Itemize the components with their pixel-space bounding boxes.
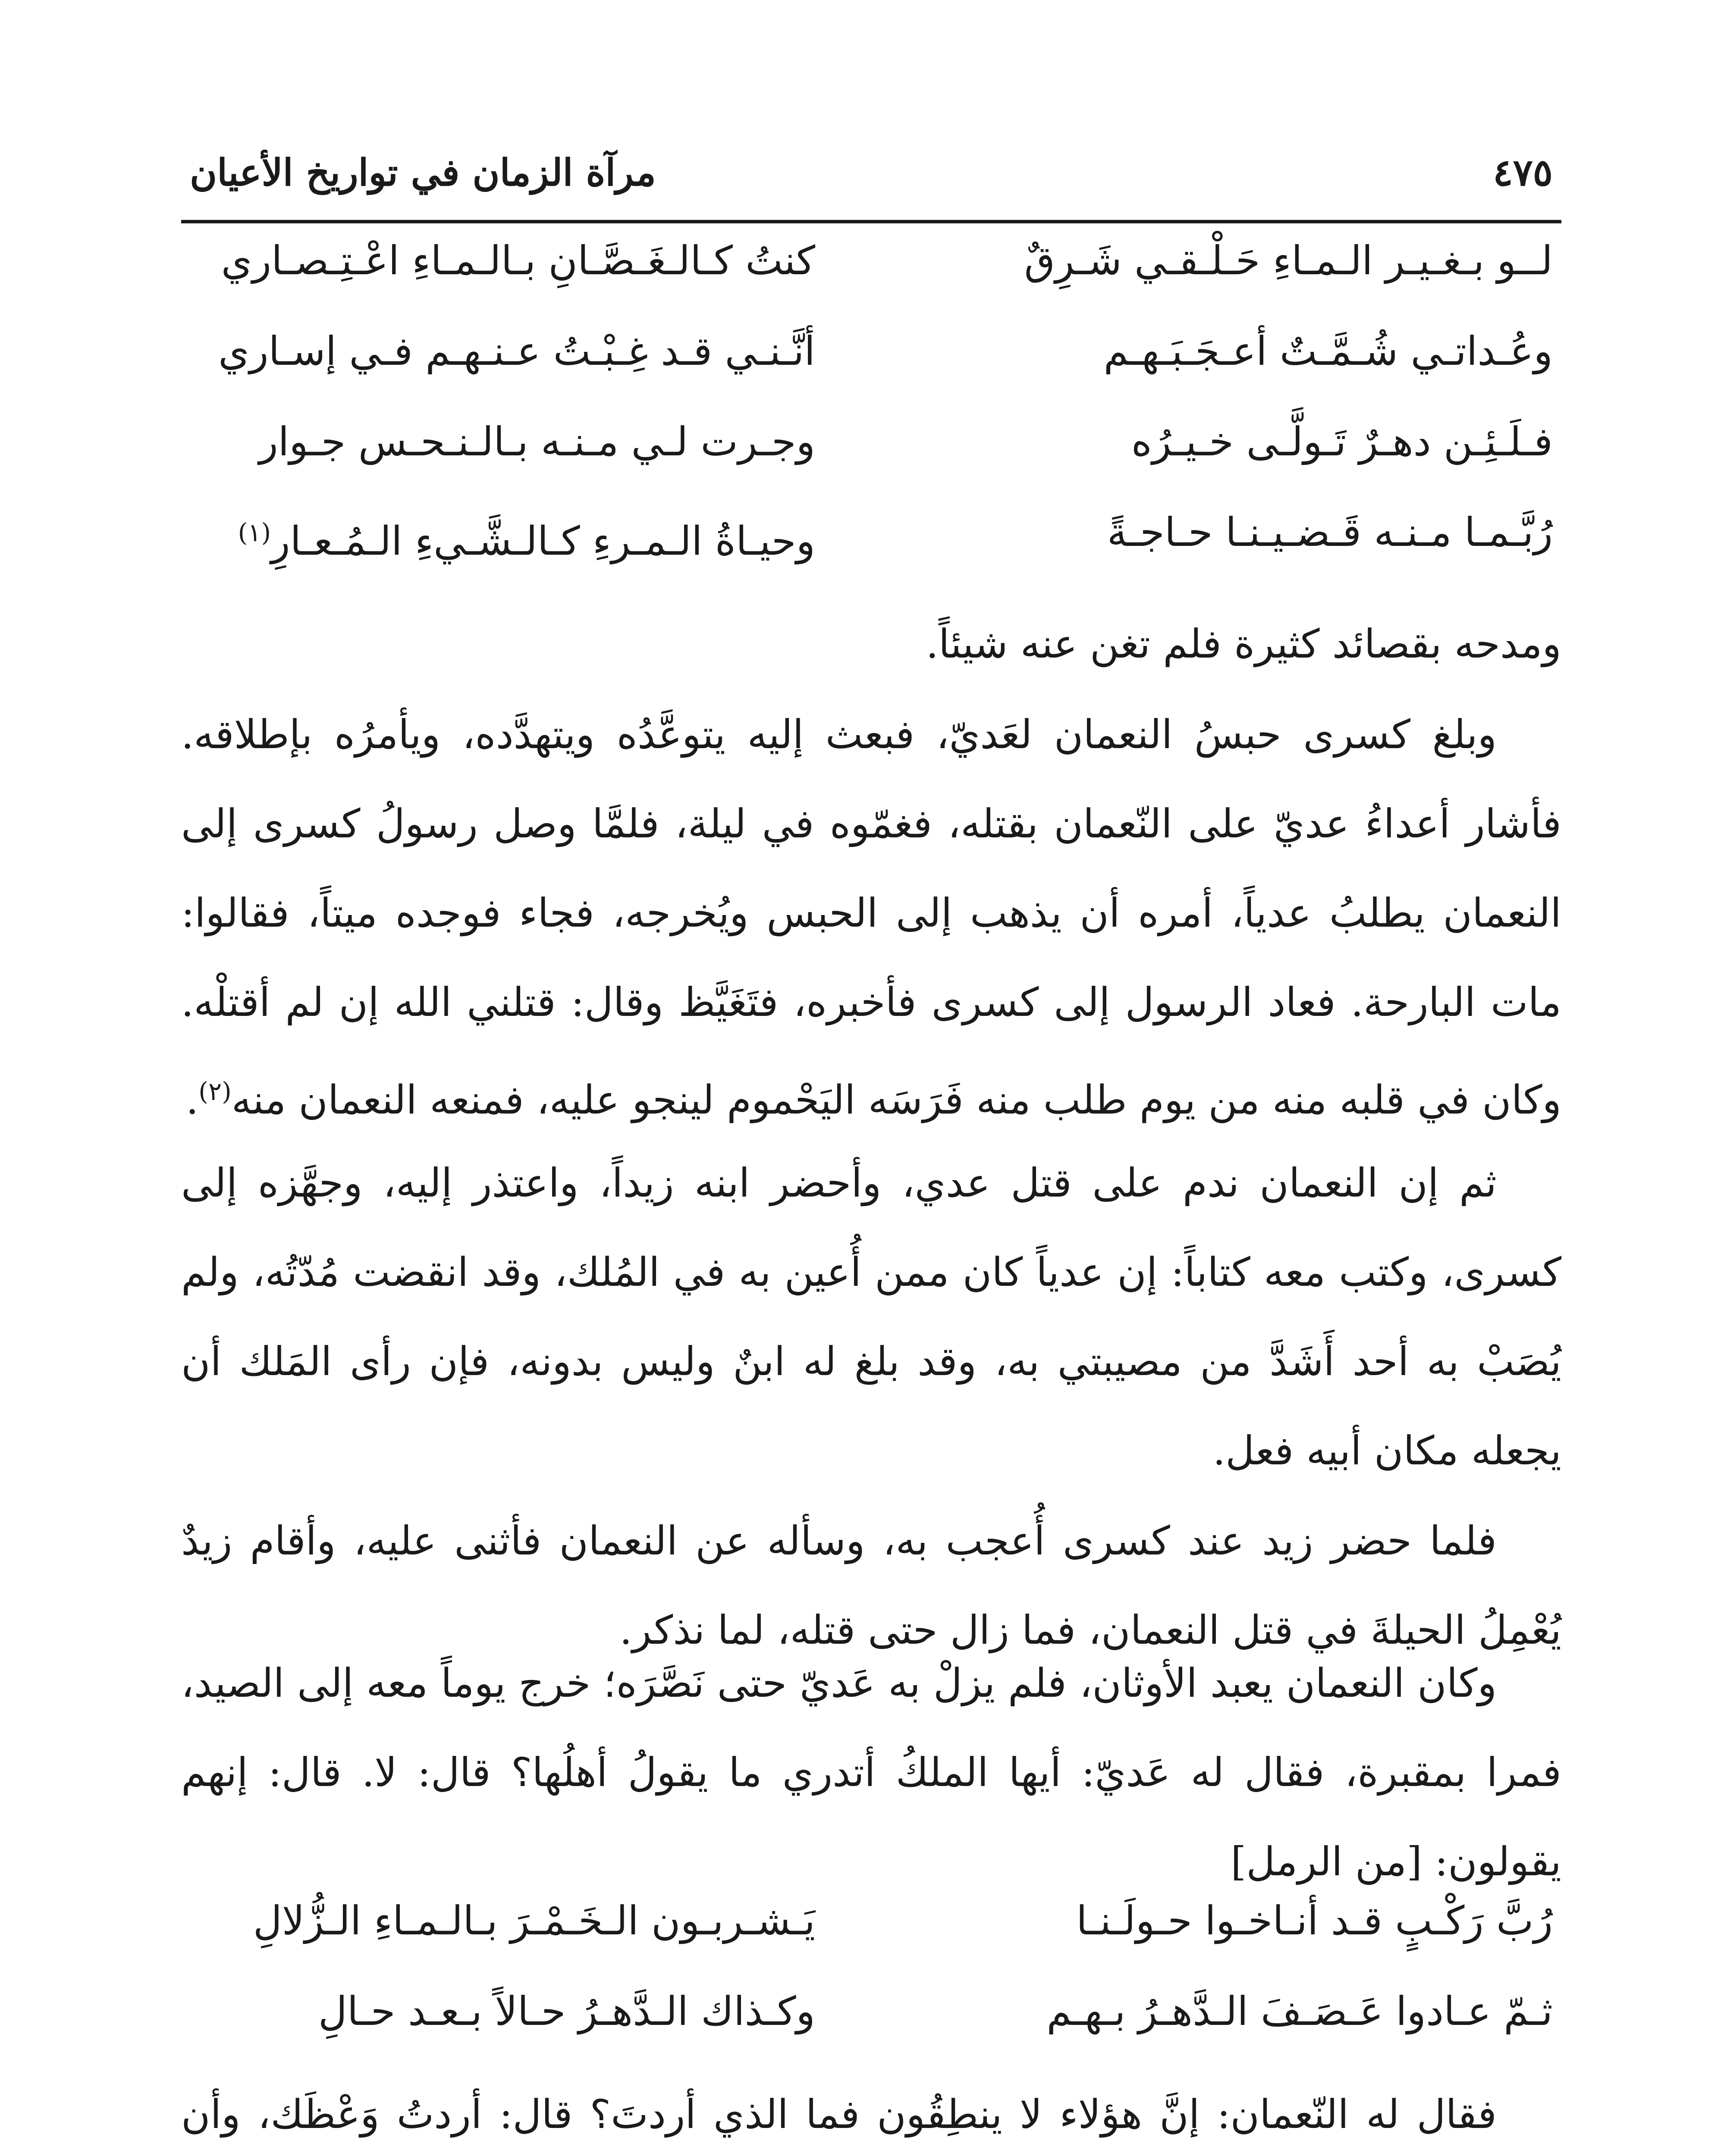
footnote-ref: (٢) xyxy=(198,1077,232,1106)
paragraph-text: وكان النعمان يعبد الأوثان، فلم يزلْ به عَديّ حتى نَصَّرَه؛ خرج يوماً معه إلى الصيد، فمرا بمقبرة، فقال له عَديّ: أيها الملكُ أتدري ما يقولُ أهلُها؟ قال: لا. قال: إنهم يقولون: [من الرمل] xyxy=(181,1660,1561,1885)
verse-first-hemistich: ثـمّ عـادوا عَـصَـفَ الـدَّهـرُ بـهـم xyxy=(1046,1988,1553,2034)
verse-first-hemistich: وعُـداتـي شُـمَّـتٌ أعـجَـبَـهـم xyxy=(1103,328,1553,374)
verse-line xyxy=(181,410,1561,500)
paragraph-tail: . xyxy=(186,1077,199,1123)
page-number: ٤٧٥ xyxy=(1493,151,1553,194)
verse-first-hemistich: رُبَّ رَكْـبٍ قـد أنـاخـوا حـولَـنـا xyxy=(1076,1898,1553,1944)
verse-second-hemistich: أنَّـنـي قـد غِـبْـتُ عـنـهـم فـي إسـاري xyxy=(218,328,815,374)
paragraph-text: فلما حضر زيد عند كسرى أُعجب به، وسأله عن النعمان فأثنى عليه، وأقام زيدٌ يُعْمِلُ الحيلةَ في قتل النعمان، فما زال حتى قتله، لما نذكر. xyxy=(181,1518,1561,1653)
verse-second-hemistich: وجـرت لـي مـنـه بـالـنـحـس جـوار xyxy=(259,419,815,465)
verse-line xyxy=(181,229,1561,319)
poem-block xyxy=(181,229,1561,591)
paragraph xyxy=(181,1639,1561,1906)
paragraph xyxy=(181,690,1561,1145)
footnote-ref: (١) xyxy=(238,518,271,547)
paragraph xyxy=(181,599,1561,689)
running-title: مرآة الزمان في تواريخ الأعيان xyxy=(190,151,656,194)
book-page xyxy=(181,129,1561,2156)
paragraph-text: وبلغ كسرى حبسُ النعمان لعَديّ، فبعث إليه يتوعَّدُه ويتهدَّده، ويأمرُه بإطلاقه. فأشار أعداءُ عديّ على النّعمان بقتله، فغمّوه في ليلة، فلمَّا وصل رسولُ كسرى إلى النعمان يطلبُ عدياً، أمره أن يذهب إلى الحبس ويُخرجه، فجاء فوجده ميتاً، فقالوا: مات البارحة. فعاد الرسول إلى كسرى فأخبره، فتَغَيَّظ وقال: قتلني الله إن لم أقتلْه. وكان في قلبه منه من يوم طلب منه فَرَسَه اليَحْموم لينجو عليه، فمنعه النعمان منه xyxy=(181,711,1561,1123)
page-header xyxy=(181,147,1561,207)
paragraph-text: فقال له النّعمان: إنَّ هؤلاء لا ينطِقُون فما الذي أردتَ؟ قال: أردتُ وَعْظَك، وأن xyxy=(181,2091,1497,2137)
verse-first-hemistich: رُبَّـمـا مـنـه قَـضـيـنـا حـاجـةً xyxy=(1107,509,1553,555)
poem-block xyxy=(181,1889,1561,2070)
header-rule xyxy=(181,220,1561,223)
verse-line xyxy=(181,1979,1561,2070)
verse-text: وحيـاةُ الـمـرءِ كـالـشَّـيءِ الـمُـعـارِ xyxy=(271,518,815,564)
paragraph-text: ثم إن النعمان ندم على قتل عدي، وأحضر ابنه زيداً، واعتذر إليه، وجهَّزه إلى كسرى، وكتب معه كتاباً: إن عدياً كان ممن أُعين به في المُلك، وقد انقضت مُدّتُه، ولم يُصَبْ به أحد أَشَدَّ من مصيبتي به، وقد بلغ له ابنٌ وليس بدونه، فإن رأى المَلك أن يجعله مكان أبيه فعل. xyxy=(181,1160,1561,1474)
verse-second-hemistich: وكـذاك الـدَّهـرُ حـالاً بـعـد حـالِ xyxy=(318,1988,815,2034)
verse-line xyxy=(181,319,1561,410)
verse-line xyxy=(181,500,1561,591)
verse-first-hemistich: لــو بـغـيـر الـمـاءِ حَـلْـقـي شَـرِقٌ xyxy=(1024,238,1553,284)
verse-second-hemistich: يَـشـربـون الـخَـمْـرَ بـالـمـاءِ الـزُّلالِ xyxy=(253,1898,815,1944)
verse-second-hemistich xyxy=(238,500,815,574)
paragraph-text: ومدحه بقصائد كثيرة فلم تغن عنه شيئاً. xyxy=(926,621,1561,667)
verse-first-hemistich: فـلَـئِـن دهـرٌ تَـولَّـى خـيـرُه xyxy=(1131,419,1553,465)
verse-second-hemistich: كنتُ كـالـغَـصَّـانِ بـالـمـاءِ اعْـتِـصـاري xyxy=(221,238,815,284)
paragraph xyxy=(181,1138,1561,1495)
paragraph xyxy=(181,2070,1561,2156)
verse-line xyxy=(181,1889,1561,1979)
